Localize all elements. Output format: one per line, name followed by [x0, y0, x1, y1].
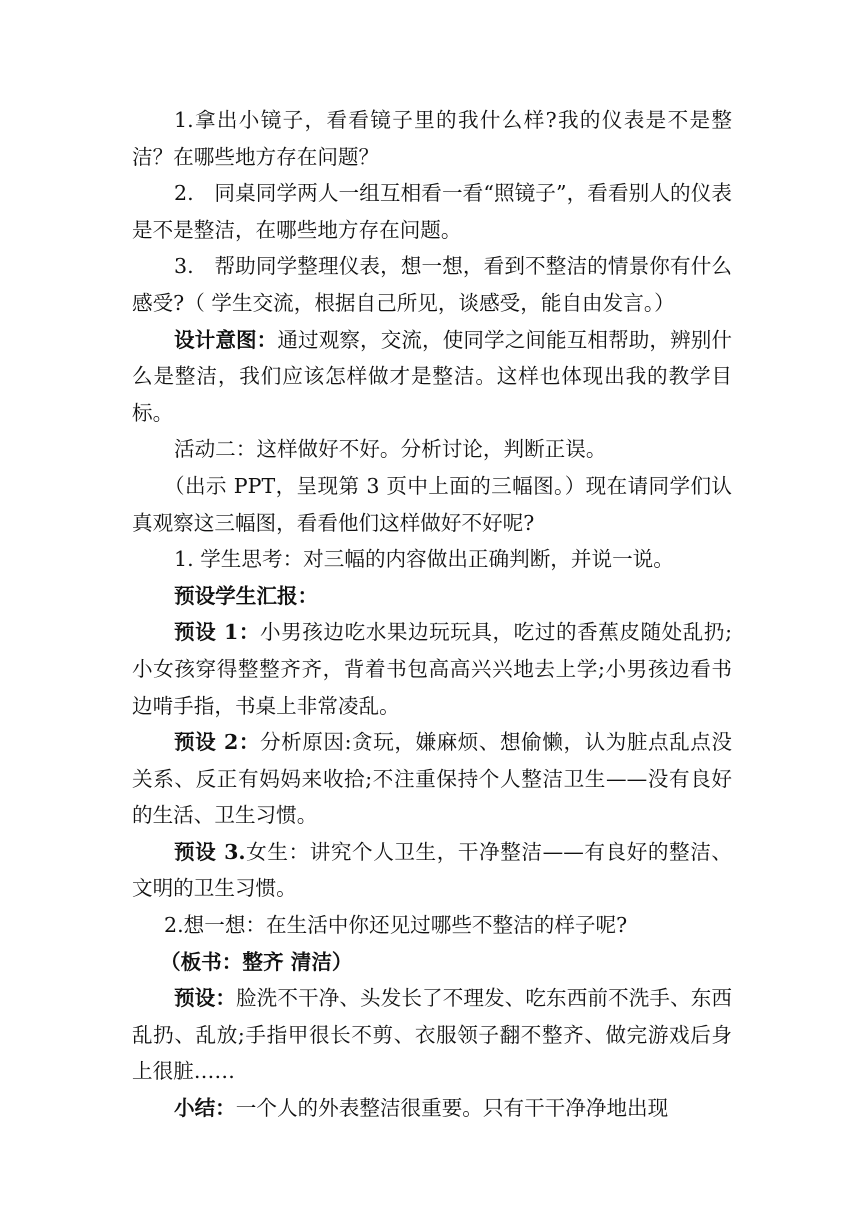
paragraph-activity-2: 活动二：这样做好不好。分析讨论，判断正误。 — [174, 437, 607, 462]
body-text — [132, 102, 732, 1127]
summary-label: 小结： — [174, 1096, 236, 1121]
paragraph-think: 1. 学生思考：对三幅的内容做出正确判断，并说一说。 — [174, 547, 674, 572]
paragraph-preset-1 — [132, 614, 732, 724]
paragraph-ppt: （出示 PPT，呈现第 3 页中上面的三幅图。）现在请同学们认真观察这三幅图，看看他们这样做好不好呢? — [132, 473, 732, 535]
paragraph-think-2: 2.想一想：在生活中你还见过哪些不整洁的样子呢? — [164, 913, 628, 938]
paragraph-3: 3. 帮助同学整理仪表，想一想，看到不整洁的情景你有什么感受?（ 学生交流，根据自己所见，谈感受，能自由发言。） — [132, 254, 732, 315]
preset-3-label: 预设 3. — [174, 839, 246, 864]
paragraph-preset-report: 预设学生汇报： — [174, 583, 319, 608]
paragraph-preset-2 — [132, 724, 732, 834]
paragraph-2: 2. 同桌同学两人一组互相看一看“照镜子”，看看别人的仪表是不是整洁，在哪些地方存在问题。 — [132, 181, 732, 242]
paragraph-preset-3 — [132, 834, 732, 907]
design-intent-text: 通过观察，交流，使同学之间能互相帮助，辨别什么是整洁，我们应该怎样做才是整洁。这样也体现出我的教学目标。 — [132, 327, 733, 425]
preset-label: 预设： — [174, 986, 237, 1011]
design-intent-label: 设计意图： — [174, 327, 278, 352]
paragraph-1: 1.拿出小镜子，看看镜子里的我什么样?我的仪表是不是整洁？在哪些地方存在问题？ — [132, 108, 732, 169]
preset-1-text: 小男孩边吃水果边玩玩具，吃过的香蕉皮随处乱扔;小女孩穿得整整齐齐，背着书包高高兴兴地去上学;小男孩边看书边啃手指，书桌上非常凌乱。 — [132, 620, 733, 718]
preset-text: 脸洗不干净、头发长了不理发、吃东西前不洗手、东西乱扔、乱放;手指甲很长不剪、衣服领子翻不整齐、做完游戏后身上很脏…… — [132, 986, 733, 1084]
paragraph-summary — [132, 1090, 732, 1127]
summary-text: 一个人的外表整洁很重要。只有干干净净地出现 — [235, 1096, 669, 1121]
preset-2-label: 预设 2： — [174, 730, 261, 755]
paragraph-design-intent — [132, 322, 732, 432]
paragraph-board: （板书：整齐 清洁） — [160, 949, 353, 974]
paragraph-preset — [132, 980, 732, 1090]
preset-1-label: 预设 1： — [174, 620, 261, 645]
preset-2-text: 分析原因:贪玩，嫌麻烦、想偷懒，认为脏点乱点没关系、反正有妈妈来收拾;不注重保持个人整洁卫生——没有良好的生活、卫生习惯。 — [132, 730, 733, 828]
preset-3-text: 女生：讲究个人卫生，干净整洁——有良好的整洁、文明的卫生习惯。 — [132, 839, 732, 901]
